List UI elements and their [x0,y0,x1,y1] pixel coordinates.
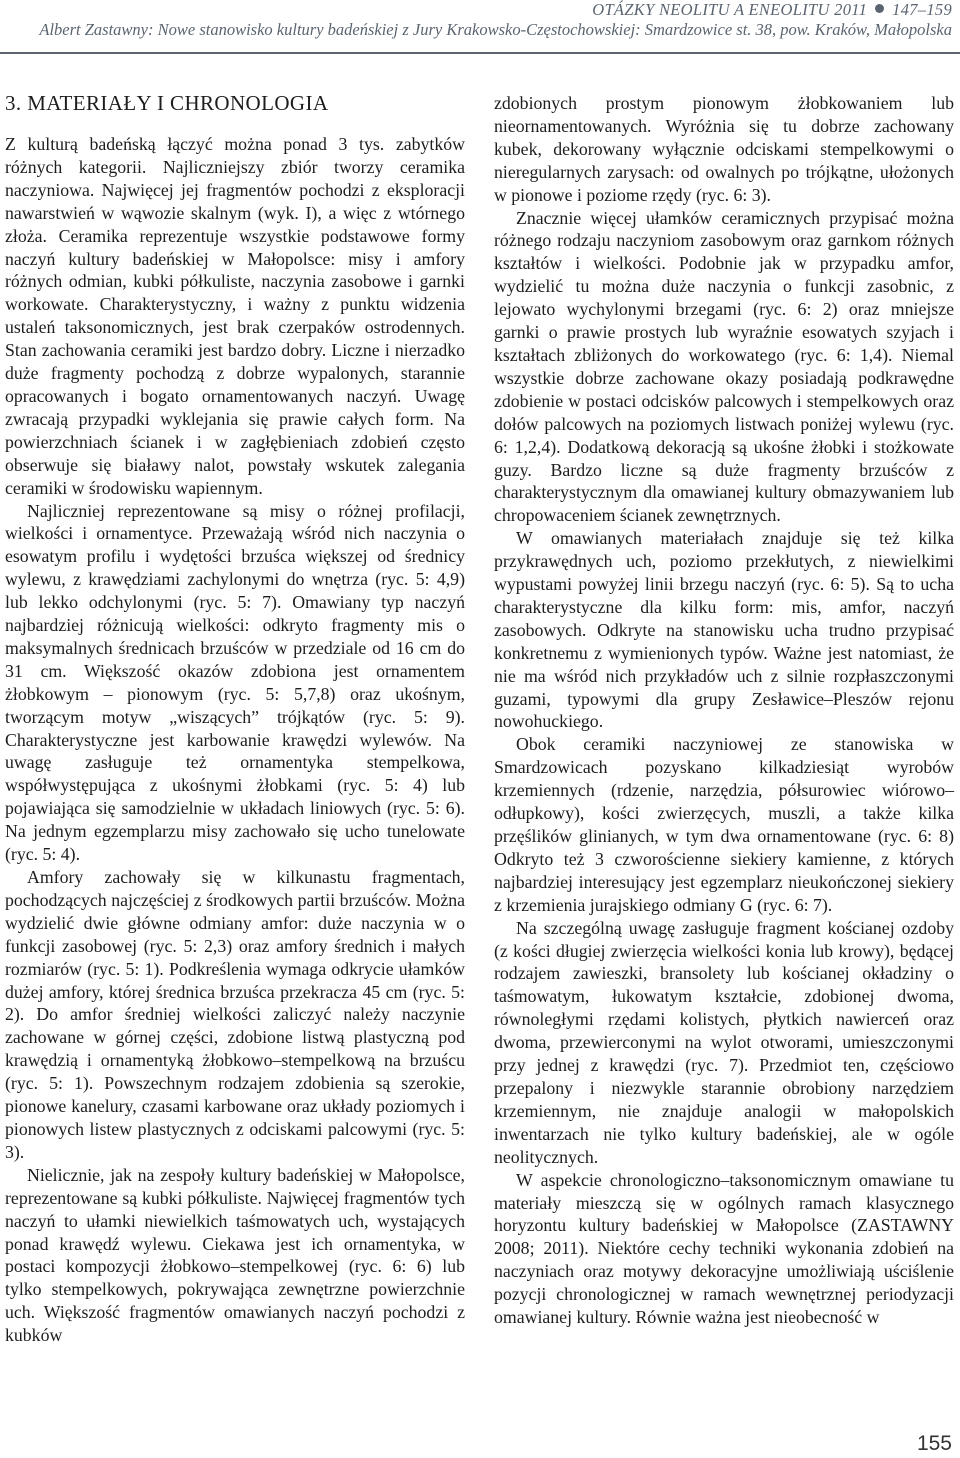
paragraph: Najliczniej reprezentowane są misy o różnej profilacji, wielkości i ornamentyce. Przeważają wśród nich naczynia o esowatym profilu i wydętości brzuśca większej od średnicy wylewu, z krawędziami zachylonymi do wnętrza (ryc. 5: 4,9) lub lekko odchylonymi (ryc. 5: 7). Omawiany typ naczyń najbardziej różnicują wielkości: odkryto fragmenty mis o maksymalnych średnicach brzuśców w przedziale od 16 cm do 31 cm. Większość okazów zdobiona jest ornamentem żłobkowym – pionowym (ryc. 5: 5,7,8) oraz ukośnym, tworzącym motyw „wiszących” trójkątów (ryc. 5: 9). Charakterystyczne jest karbowanie krawędzi wylewów. Na uwagę zasługuje też ornamentyka stempelkowa, współwystępująca z ukośnymi żłobkami (ryc. 5: 4) lub pojawiająca się samodzielnie w układach liniowych (ryc. 5: 6). Na jednym egzemplarzu misy zachowało się ucho tunelowate (ryc. 5: 4). [5,500,465,865]
paragraph: Na szczególną uwagę zasługuje fragment kościanej ozdoby (z kości długiej zwierzęcia wielkości konia lub krowy), będącej rodzajem zawieszki, bransolety lub kościanej okładziny o taśmowatym, łukowatym kształcie, zdobionej dwoma, równoległymi rzędami kolistych, płytkich nawierceń oraz dwoma, przewierconymi na wylot otworami, umieszczonymi przy jednej z krawędzi (ryc. 7). Przedmiot ten, częściowo przepalony i niezwykle starannie obrobiony narzędziem krzemiennym, nie znajduje analogii w małopolskich inwentarzach nie tylko kultury badeńskiej, ale w ogóle neolitycznych. [494,917,954,1167]
paragraph: W aspekcie chronologiczno–taksonomicznym omawiane tu materiały mieszczą się w ogólnych ramach klasycznego horyzontu kultury badeńskiej w Małopolsce (ZASTAWNY 2008; 2011). Niektóre cechy techniki wykonania zdobień na naczyniach oraz motywy dekoracyjne umożliwiają uściślenie pozycji chronologicznej w ramach wewnętrznej periodyzacji omawianej kultury. Równie ważna jest nieobecność w [494,1169,954,1328]
journal-title: OTÁZKY NEOLITU A ENEOLITU 2011 [592,0,868,19]
paragraph: Znacznie więcej ułamków ceramicznych przypisać można różnego rodzaju naczyniom zasobowym oraz garnkom różnych kształtów i wielkości. Podobnie jak w przypadku amfor, wydzielić tu można duże naczynia o funkcji zasobnic, z lejowato wychylonymi brzegami (ryc. 6: 2) oraz mniejsze garnki o prawie prostych lub wyraźnie esowatych szyjach i kształtach zbliżonych do workowatego (ryc. 6: 1,4). Niemal wszystkie dobrze zachowane okazy posiadają podkrawędne zdobienie w postaci odcisków palcowych i stempelkowych oraz dołów palcowych na poziomych listwach poniżej wylewu (ryc. 6: 1,2,4). Dodatkową dekoracją są ukośne żłobki i stożkowate guzy. Bardzo liczne są duże fragmenty brzuśców z charakterystycznym dla omawianej kultury obmazywaniem lub chropowaceniem ścianek zewnętrznych. [494,207,954,526]
paragraph: zdobionych prostym pionowym żłobkowaniem lub nieornamentowanych. Wyróżnia się tu dobrze zachowany kubek, dekorowany wyłącznie odciskami stempelkowymi o nieregularnych zarysach: od owalnych po trójkątne, ułożonych w pionowe i poziome rzędy (ryc. 6: 3). [494,93,954,205]
header-journal-line [8,0,952,20]
left-column [5,90,465,1347]
paragraph: Nielicznie, jak na zespoły kultury badeńskiej w Małopolsce, reprezentowane są kubki półkuliste. Najwięcej fragmentów tych naczyń to ułamki niewielkich taśmowatych uch, wystających ponad krawędź wylewu. Ciekawa jest ich ornamentyka, w postaci kompozycji żłobkowo–stempelkowej (ryc. 6: 6) lub tylko stempelkowych, pokrywająca zewnętrzne powierzchnie uch. Większość fragmentów omawianych naczyń pochodzi z kubków [5,1164,465,1346]
section-heading: 3. MATERIAŁY I CHRONOLOGIA [5,91,329,115]
page-range: 147–159 [892,0,952,19]
header-divider [0,52,960,54]
article-citation: Albert Zastawny: Nowe stanowisko kultury badeńskiej z Jury Krakowsko-Częstochowskiej: Smardzowice st. 38, pow. Kraków, Małopolska [39,20,952,39]
paragraph: Obok ceramiki naczyniowej ze stanowiska w Smardzowicach pozyskano kilkadziesiąt wyrobów krzemiennych (rdzenie, narzędzia, półsurowiec wiórowo–odłupkowy), kości zwierzęcych, muszli, a także kilka przęślików glinianych, w tym dwa ornamentowane (ryc. 6: 8) Odkryto też 3 czworościenne siekiery kamienne, z których najbardziej interesujący jest egzemplarz nieukończonej siekiery z krzemienia jurajskiego odmiany G (ryc. 6: 7). [494,734,954,915]
paragraph: W omawianych materiałach znajduje się też kilka przykrawędnych uch, poziomo przekłutych, z niewielkimi wypustami powyżej linii brzegu naczyń (ryc. 6: 5). Są to ucha charakterystyczne dla kilku form: mis, amfor, naczyń zasobowych. Odkryte na stanowisku ucha trudno przypisać konkretnemu z wymienionych typów. Ważne jest natomiast, że nie ma wśród nich przykładów uch z silnie rozpłaszczonymi guzami, typowymi dla grupy Zesławice–Pleszów rejonu nowohuckiego. [494,528,954,732]
paragraph: Z kulturą badeńską łączyć można ponad 3 tys. zabytków różnych kategorii. Najliczniejszy zbiór tworzy ceramika naczyniowa. Najwięcej jej fragmentów pochodzi z eksploracji nawarstwień w wąwozie skalnym (wyk. I), a więc z wtórnego złoża. Ceramika reprezentuje wszystkie podstawowe formy naczyń kultury badeńskiej w Małopolsce: misy i amfory różnych odmian, kubki półkuliste, naczynia zasobowe i garnki workowate. Charakterystyczny, i ważny z punktu widzenia ustaleń taksonomicznych, jest brak czerpaków ostrodennych. Stan zachowania ceramiki jest bardzo dobry. Liczne i nierzadko duże fragmenty pochodzą z dobrze wypalonych, starannie opracowanych i bogato ornamentowanych naczyń. Uwagę zwracają przypadki wyklejania się prawie całych form. Na powierzchniach ścianek i w zagłębieniach zdobień często obserwuje się białawy nalot, powstały wskutek zalegania ceramiki w środowisku wapiennym. [5,134,465,498]
page-number: 155 [916,1432,952,1455]
running-header [8,0,952,40]
bullet-dot-icon [875,4,884,13]
right-column [494,92,954,1329]
paragraph: Amfory zachowały się w kilkunastu fragmentach, pochodzących najczęściej z środkowych partii brzuśców. Można wydzielić dwie główne odmiany amfor: duże naczynia w o funkcji zasobowej (ryc. 5: 2,3) oraz amfory średnich i małych rozmiarów (ryc. 5: 1). Podkreślenia wymaga odkrycie ułamków dużej amfory, której średnica brzuśca przekracza 45 cm (ryc. 5: 2). Do amfor średniej wielkości zaliczyć należy naczynie zachowane w górnej części, zdobione listwą plastyczną pod krawędzią i ornamentyką żłobkowo–stempelkową na brzuścu (ryc. 5: 1). Powszechnym rodzajem zdobienia są szerokie, pionowe kanelury, czasami karbowane oraz układy poziomych i pionowych listew plastycznych z odciskami palcowymi (ryc. 5: 3). [5,867,465,1162]
